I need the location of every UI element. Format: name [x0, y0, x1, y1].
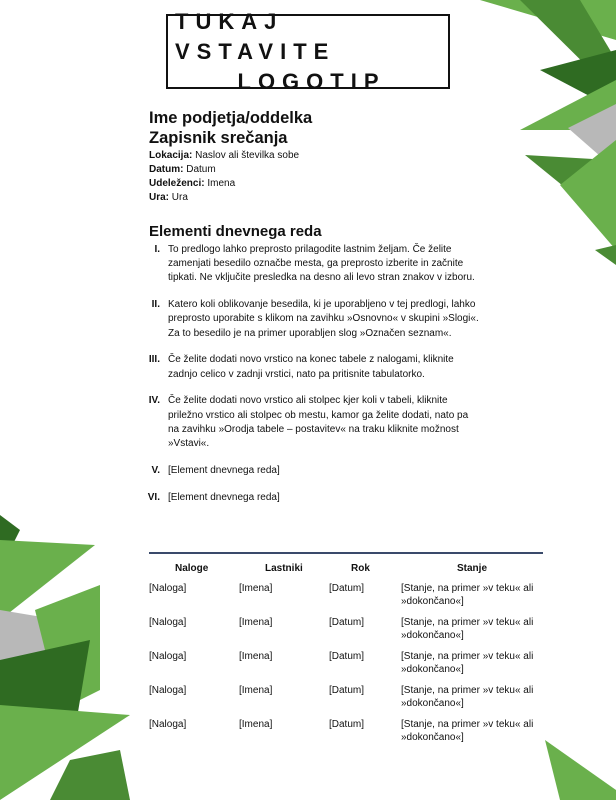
header-tasks: Naloge	[175, 562, 209, 574]
agenda-item-text[interactable]: To predlogo lahko preprosto prilagodite lastnim željam. Če želite zamenjati besedilo označbe mesta, ga preprosto izberite in začnite tipkati. Ne vključite presledka na desno ali levo stran znakov v izboru.	[168, 244, 475, 284]
cell-owner[interactable]: [Imena]	[239, 617, 273, 628]
cell-status[interactable]: [Stanje, na primer »v teku« ali »dokončano«]	[401, 651, 534, 675]
meta-value: Datum	[186, 164, 216, 175]
cell-deadline[interactable]: [Datum]	[329, 583, 365, 594]
cell-task[interactable]: [Naloga]	[149, 617, 187, 628]
header-deadline: Rok	[351, 562, 370, 574]
agenda-item-number: IV.	[148, 395, 160, 407]
agenda-item-number: I.	[154, 244, 160, 255]
agenda-item	[144, 464, 480, 478]
cell-task[interactable]: [Naloga]	[149, 719, 187, 730]
cell-status[interactable]: [Stanje, na primer »v teku« ali »dokončano«]	[401, 719, 534, 743]
logo-line-1: TUKAJ VSTAVITE	[175, 8, 336, 64]
project-name: Ime podjetja/oddelka	[149, 109, 313, 127]
agenda-item	[144, 491, 480, 505]
table-row	[149, 616, 543, 650]
cell-deadline[interactable]: [Datum]	[329, 685, 365, 696]
table-row	[149, 582, 543, 616]
cell-status[interactable]: [Stanje, na primer »v teku« ali »dokončano«]	[401, 685, 534, 709]
deco-shape	[560, 140, 616, 250]
table-row	[149, 650, 543, 684]
header-owners: Lastniki	[265, 562, 303, 574]
cell-owner[interactable]: [Imena]	[239, 719, 273, 730]
agenda-item-number: II.	[151, 299, 160, 311]
agenda-item-text[interactable]: [Element dnevnega reda]	[168, 464, 280, 476]
agenda-list	[144, 243, 480, 517]
header-status: Stanje	[457, 562, 488, 574]
cell-deadline[interactable]: [Datum]	[329, 719, 365, 730]
cell-owner[interactable]: [Imena]	[239, 583, 273, 594]
agenda-item	[144, 353, 480, 381]
agenda-item	[144, 298, 480, 341]
cell-task[interactable]: [Naloga]	[149, 583, 187, 594]
meta-date	[149, 163, 509, 176]
meta-label: Lokacija:	[149, 150, 193, 161]
deco-shape	[545, 740, 616, 800]
table-row	[149, 684, 543, 718]
agenda-item	[144, 243, 480, 286]
cell-task[interactable]: [Naloga]	[149, 651, 187, 662]
cell-status[interactable]: [Stanje, na primer »v teku« ali »dokončano«]	[401, 617, 534, 641]
table-row	[149, 718, 543, 752]
deco-shape	[595, 245, 616, 265]
meta-value: Naslov ali številka sobe	[195, 150, 300, 161]
meta-location	[149, 149, 509, 162]
meta-label: Udeleženci:	[149, 178, 205, 189]
meta-attendees	[149, 177, 509, 190]
meta-value: Ura	[171, 192, 188, 203]
agenda-item-number: V.	[151, 464, 160, 476]
agenda-item-number: III.	[148, 354, 160, 366]
agenda-heading: Elementi dnevnega reda	[149, 223, 322, 240]
agenda-item-text[interactable]: Katero koli oblikovanje besedila, ki je uporabljeno v tej predlogi, lahko preprosto uporabite s klikom na zavihku »Osnovno« v skupini »Slogi«. Za to besedilo je na primer uporabljen slog »Označen seznam«.	[168, 299, 479, 339]
meta-label: Ura:	[149, 192, 170, 203]
cell-deadline[interactable]: [Datum]	[329, 651, 365, 662]
logo-line-2: LOGOTIP	[237, 68, 386, 94]
agenda-item-text[interactable]: Če želite dodati novo vrstico na konec tabele z nalogami, kliknite zadnjo celico v zadnji vrstici, nato pa pritisnite tabulatorko.	[168, 354, 454, 380]
table-header-row	[149, 554, 543, 582]
agenda-item-text[interactable]: [Element dnevnega reda]	[168, 491, 280, 503]
cell-owner[interactable]: [Imena]	[239, 651, 273, 662]
cell-deadline[interactable]: [Datum]	[329, 617, 365, 628]
tasks-table	[149, 552, 543, 752]
meta-label: Datum:	[149, 164, 184, 175]
meta-value: Imena	[207, 178, 236, 189]
meeting-header	[149, 108, 509, 204]
cell-status[interactable]: [Stanje, na primer »v teku« ali »dokončano«]	[401, 583, 534, 607]
cell-task[interactable]: [Naloga]	[149, 685, 187, 696]
agenda-item-text[interactable]: Če želite dodati novo vrstico ali stolpec kjer koli v tabeli, kliknite priležno vrstico ali stolpec ob mestu, kamor ga želite dodati, nato pa na zavihku »Orodja tabele – postavitev« na traku kliknite možnost »Vstavi«.	[168, 395, 469, 450]
agenda-item-number: VI.	[147, 491, 160, 503]
document-title: Zapisnik srečanja	[149, 129, 288, 147]
agenda-item	[144, 394, 480, 451]
logo-placeholder	[166, 8, 450, 94]
meta-time	[149, 191, 509, 204]
cell-owner[interactable]: [Imena]	[239, 685, 273, 696]
